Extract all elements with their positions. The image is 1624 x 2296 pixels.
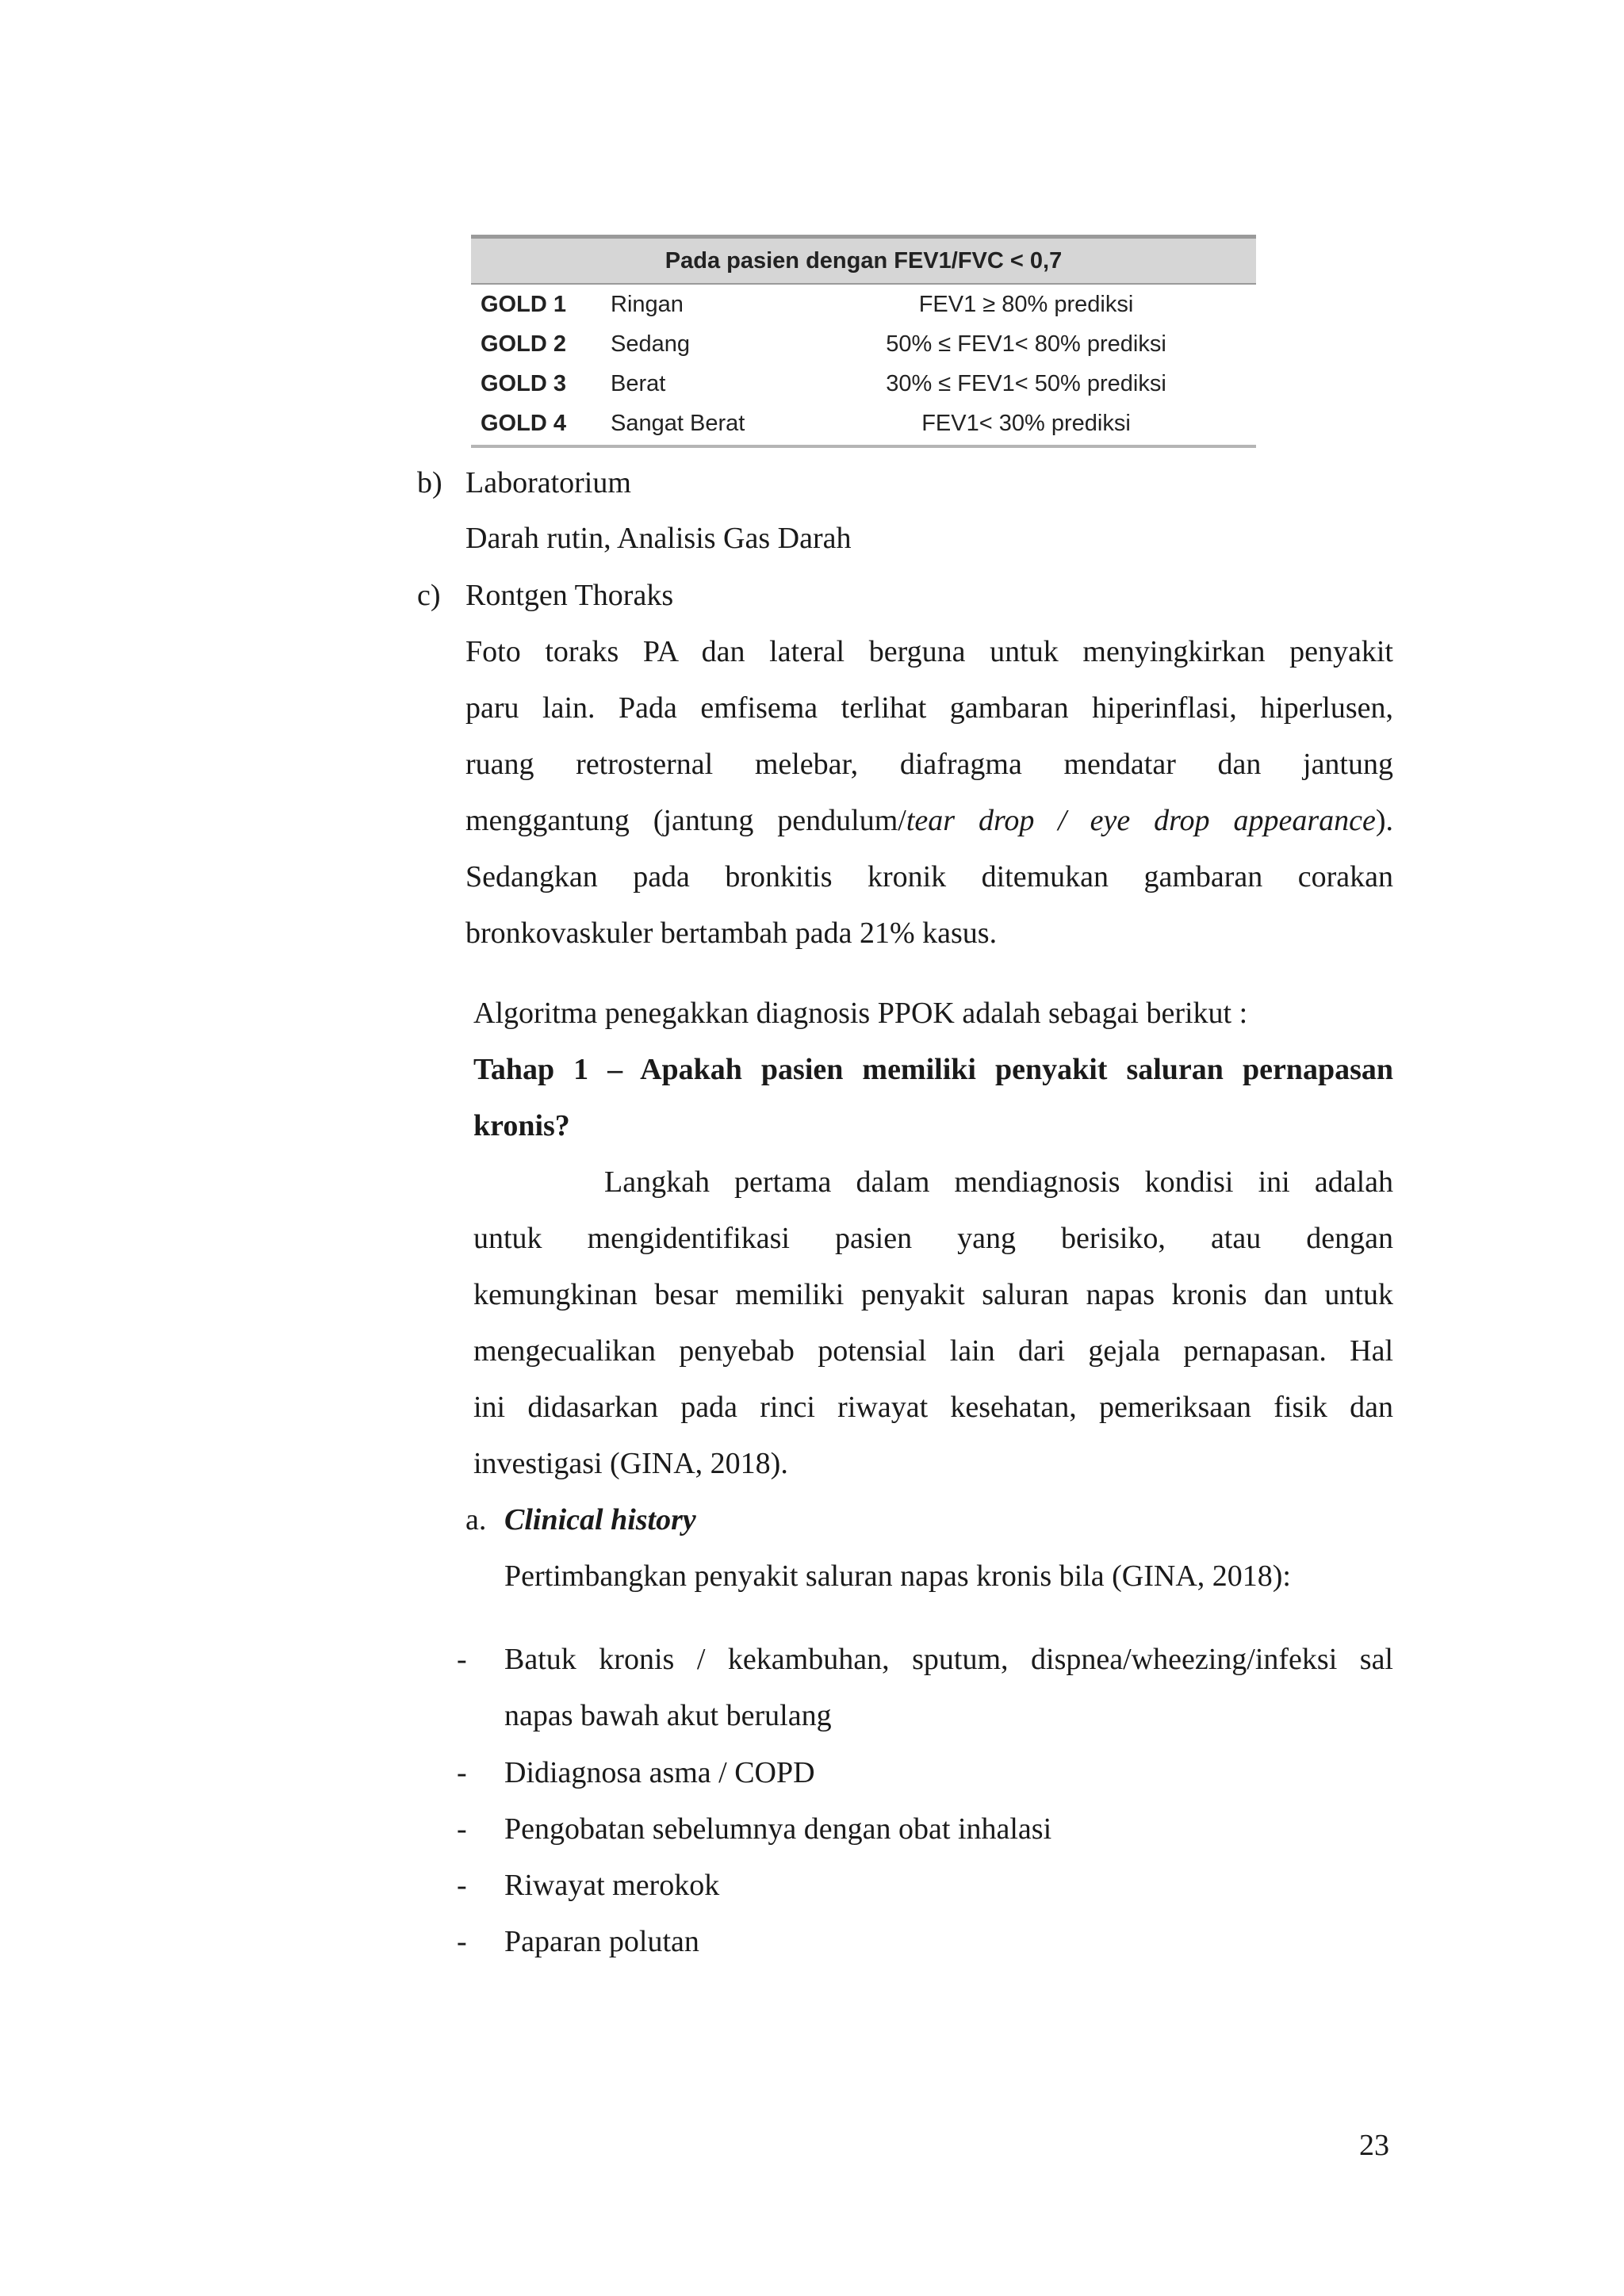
lab-marker: b): [417, 466, 442, 499]
algorithm-paragraph-line: mengecualikan penyebab potensial lain dari gejala pernapasan. Hal: [473, 1334, 1393, 1368]
rontgen-line: ruang retrosternal melebar, diafragma mendatar dan jantung: [465, 748, 1393, 781]
rontgen-line4-italic: tear drop / eye drop appearance: [906, 804, 1376, 837]
gold-grade: GOLD 3: [481, 371, 566, 396]
gold-criteria: 30% ≤ FEV1< 50% prediksi: [886, 371, 1166, 396]
bullet-dash: -: [457, 1643, 467, 1676]
clinical-heading: Clinical history: [504, 1503, 696, 1536]
gold-table-row: [471, 364, 1256, 404]
gold-grade: GOLD 1: [481, 292, 566, 317]
gold-criteria: FEV1< 30% prediksi: [921, 411, 1131, 436]
bullet-item: Pengobatan sebelumnya dengan obat inhalasi: [504, 1812, 1052, 1846]
gold-criteria: FEV1 ≥ 80% prediksi: [918, 292, 1134, 317]
bullet-item: Batuk kronis / kekambuhan, sputum, dispnea/wheezing/infeksi sal: [504, 1643, 1393, 1676]
algorithm-paragraph-line: investigasi (GINA, 2018).: [473, 1447, 788, 1480]
gold-grade: GOLD 2: [481, 331, 566, 357]
bullet-item: Paparan polutan: [504, 1925, 699, 1958]
rontgen-line4-suffix: ).: [1375, 804, 1393, 837]
rontgen-heading: Rontgen Thoraks: [465, 579, 674, 612]
algorithm-paragraph-line: Langkah pertama dalam mendiagnosis kondisi ini adalah: [604, 1165, 1393, 1199]
gold-severity: Ringan: [611, 292, 684, 317]
lab-heading: Laboratorium: [465, 466, 631, 499]
rontgen-marker: c): [417, 579, 441, 612]
algorithm-paragraph-line: ini didasarkan pada rinci riwayat kesehatan, pemeriksaan fisik dan: [473, 1391, 1393, 1424]
page-number: 23: [1359, 2129, 1389, 2162]
bullet-dash: -: [457, 1812, 467, 1846]
bullet-dash: -: [457, 1869, 467, 1902]
gold-grade: GOLD 4: [481, 411, 566, 436]
bullet-item-cont: napas bawah akut berulang: [504, 1699, 832, 1732]
gold-table-row: [471, 404, 1256, 443]
gold-classification-table: [471, 235, 1256, 448]
rontgen-line: Foto toraks PA dan lateral berguna untuk menyingkirkan penyakit: [465, 635, 1393, 668]
gold-table-bottom-rule: [471, 445, 1256, 448]
rontgen-line: paru lain. Pada emfisema terlihat gambaran hiperinflasi, hiperlusen,: [465, 691, 1393, 725]
rontgen-line: bronkovaskuler bertambah pada 21% kasus.: [465, 916, 998, 950]
clinical-marker: a.: [465, 1503, 487, 1536]
algorithm-paragraph-line: kemungkinan besar memiliki penyakit saluran napas kronis dan untuk: [473, 1278, 1393, 1311]
gold-table-row: [471, 285, 1256, 324]
clinical-intro: Pertimbangkan penyakit saluran napas kronis bila (GINA, 2018):: [504, 1559, 1291, 1593]
bullet-dash: -: [457, 1756, 467, 1789]
gold-criteria: 50% ≤ FEV1< 80% prediksi: [886, 331, 1166, 357]
algorithm-intro: Algoritma penegakkan diagnosis PPOK adalah sebagai berikut :: [473, 997, 1248, 1030]
stage-heading: Tahap 1 – Apakah pasien memiliki penyakit saluran pernapasan: [473, 1053, 1393, 1086]
gold-table-row: [471, 324, 1256, 364]
bullet-item: Didiagnosa asma / COPD: [504, 1756, 815, 1789]
stage-heading-cont: kronis?: [473, 1109, 570, 1142]
gold-severity: Sangat Berat: [611, 411, 745, 436]
gold-severity: Sedang: [611, 331, 690, 357]
rontgen-line4-prefix: menggantung (jantung pendulum/: [465, 804, 906, 837]
algorithm-paragraph-line: untuk mengidentifikasi pasien yang berisiko, atau dengan: [473, 1222, 1393, 1255]
rontgen-line: Sedangkan pada bronkitis kronik ditemukan gambaran corakan: [465, 860, 1393, 894]
bullet-item: Riwayat merokok: [504, 1869, 720, 1902]
gold-table-header: Pada pasien dengan FEV1/FVC < 0,7: [471, 235, 1256, 285]
lab-text: Darah rutin, Analisis Gas Darah: [465, 522, 852, 555]
bullet-dash: -: [457, 1925, 467, 1958]
rontgen-line-italic-mix: [465, 792, 1393, 849]
gold-severity: Berat: [611, 371, 666, 396]
